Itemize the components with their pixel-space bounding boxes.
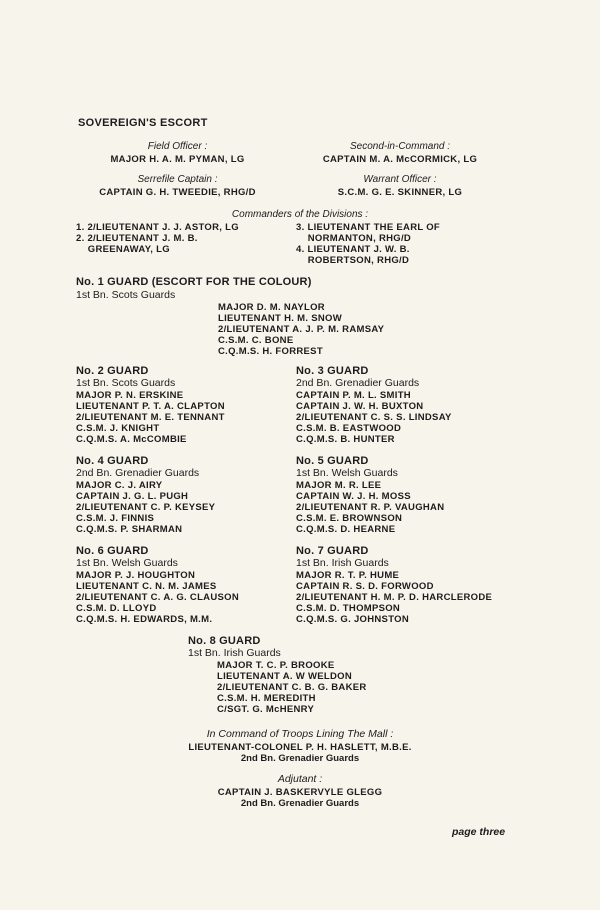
guard-2-title: No. 2 GUARD (76, 365, 149, 377)
guard-5-title: No. 5 GUARD (296, 455, 369, 467)
guard-8-unit: 1st Bn. Irish Guards (188, 647, 281, 659)
serrefile-name: CAPTAIN G. H. TWEEDIE, RHG/D (99, 187, 256, 198)
guard-8-members (217, 660, 367, 715)
guard-member: C.S.M. D. LLOYD (76, 603, 157, 614)
field-officer-label: Field Officer : (147, 141, 208, 152)
field-officer-name: MAJOR H. A. M. PYMAN, LG (110, 154, 245, 165)
adjutant-label: Adjutant : (277, 773, 323, 785)
guard-6-members (76, 570, 239, 625)
guard-member: C.S.M. J. KNIGHT (76, 423, 160, 434)
division-commander: GREENAWAY, LG (76, 244, 170, 255)
guard-member: 2/LIEUTENANT H. M. P. D. HARCLERODE (296, 592, 493, 603)
guard-member: MAJOR C. J. AIRY (76, 480, 163, 491)
guard-member: C.Q.M.S. P. SHARMAN (76, 524, 183, 535)
divisions-right (296, 222, 440, 266)
guard-member: CAPTAIN R. S. D. FORWOOD (296, 581, 434, 592)
guard-member: LIEUTENANT H. M. SNOW (218, 313, 342, 324)
guard-member: CAPTAIN P. M. L. SMITH (296, 390, 411, 401)
division-commander: 1. 2/LIEUTENANT J. J. ASTOR, LG (76, 222, 239, 233)
guard-member: C.S.M. J. FINNIS (76, 513, 155, 524)
guard-member: MAJOR P. J. HOUGHTON (76, 570, 196, 581)
commanders-label: Commanders of the Divisions : (231, 209, 369, 220)
guard-member: LIEUTENANT P. T. A. CLAPTON (76, 401, 225, 412)
guard-member: 2/LIEUTENANT A. J. P. M. RAMSAY (218, 324, 385, 335)
guard-member: C/SGT. G. McHENRY (217, 704, 315, 715)
second-in-command-name: CAPTAIN M. A. McCORMICK, LG (322, 154, 478, 165)
second-in-command-label: Second-in-Command : (349, 141, 451, 152)
guard-member: C.S.M. D. THOMPSON (296, 603, 401, 614)
page-number: page three (452, 826, 506, 838)
guard-member: MAJOR D. M. NAYLOR (218, 302, 325, 313)
guard-7-title: No. 7 GUARD (296, 545, 369, 557)
guard-3-members (296, 390, 452, 445)
division-commander: ROBERTSON, RHG/D (296, 255, 410, 266)
guard-member: C.Q.M.S. H. EDWARDS, M.M. (76, 614, 213, 625)
guard-2-unit: 1st Bn. Scots Guards (76, 377, 176, 389)
division-commander: 3. LIEUTENANT THE EARL OF (296, 222, 441, 233)
guard-5-unit: 1st Bn. Welsh Guards (296, 467, 398, 479)
guard-6-unit: 1st Bn. Welsh Guards (76, 557, 178, 569)
guard-member: 2/LIEUTENANT C. S. S. LINDSAY (296, 412, 452, 423)
guard-8-title: No. 8 GUARD (188, 635, 261, 647)
guard-member: C.S.M. B. EASTWOOD (296, 423, 402, 434)
guard-1-members (218, 302, 384, 357)
guard-5-members (296, 480, 444, 535)
guard-3-unit: 2nd Bn. Grenadier Guards (296, 377, 420, 389)
guard-member: C.S.M. C. BONE (218, 335, 294, 346)
guard-member: MAJOR M. R. LEE (296, 480, 382, 491)
escort-heading: SOVEREIGN'S ESCORT (78, 117, 208, 129)
guard-member: MAJOR T. C. P. BROOKE (217, 660, 335, 671)
troops-command-unit: 2nd Bn. Grenadier Guards (240, 753, 360, 764)
guard-member: CAPTAIN W. J. H. MOSS (296, 491, 411, 502)
guard-member: CAPTAIN J. G. L. PUGH (76, 491, 189, 502)
guard-member: C.S.M. H. MEREDITH (217, 693, 316, 704)
guard-member: LIEUTENANT A. W WELDON (217, 671, 353, 682)
division-commander: NORMANTON, RHG/D (296, 233, 412, 244)
warrant-officer-label: Warrant Officer : (363, 174, 437, 185)
guard-member: C.Q.M.S. D. HEARNE (296, 524, 396, 535)
guard-6-title: No. 6 GUARD (76, 545, 149, 557)
guard-member: C.Q.M.S. H. FORREST (218, 346, 323, 357)
division-commander: 2. 2/LIEUTENANT J. M. B. (76, 233, 198, 244)
troops-command-label: In Command of Troops Lining The Mall : (206, 728, 394, 740)
guard-member: 2/LIEUTENANT C. B. G. BAKER (217, 682, 367, 693)
guard-member: C.Q.M.S. B. HUNTER (296, 434, 395, 445)
guard-member: C.Q.M.S. G. JOHNSTON (296, 614, 409, 625)
division-commander: 4. LIEUTENANT J. W. B. (296, 244, 410, 255)
guard-member: LIEUTENANT C. N. M. JAMES (76, 581, 217, 592)
guard-4-title: No. 4 GUARD (76, 455, 149, 467)
divisions-left (76, 222, 239, 255)
guard-member: C.S.M. E. BROWNSON (296, 513, 403, 524)
adjutant-name: CAPTAIN J. BASKERVYLE GLEGG (217, 787, 383, 798)
guard-7-members (296, 570, 492, 625)
guard-member: MAJOR R. T. P. HUME (296, 570, 400, 581)
guard-2-members (76, 390, 225, 445)
guard-4-members (76, 480, 215, 535)
guard-member: 2/LIEUTENANT C. A. G. CLAUSON (76, 592, 239, 603)
guard-member: MAJOR P. N. ERSKINE (76, 390, 184, 401)
guard-4-unit: 2nd Bn. Grenadier Guards (76, 467, 200, 479)
warrant-officer-name: S.C.M. G. E. SKINNER, LG (337, 187, 463, 198)
guard-7-unit: 1st Bn. Irish Guards (296, 557, 389, 569)
adjutant-unit: 2nd Bn. Grenadier Guards (240, 798, 360, 809)
guard-member: CAPTAIN J. W. H. BUXTON (296, 401, 424, 412)
guard-member: C.Q.M.S. A. McCOMBIE (76, 434, 187, 445)
guard-member: 2/LIEUTENANT R. P. VAUGHAN (296, 502, 445, 513)
troops-command-name: LIEUTENANT-COLONEL P. H. HASLETT, M.B.E. (188, 742, 412, 753)
serrefile-label: Serrefile Captain : (137, 174, 218, 185)
guard-1-unit: 1st Bn. Scots Guards (76, 289, 176, 301)
guard-member: 2/LIEUTENANT C. P. KEYSEY (76, 502, 216, 513)
guard-member: 2/LIEUTENANT M. E. TENNANT (76, 412, 225, 423)
guard-1-title: No. 1 GUARD (ESCORT FOR THE COLOUR) (76, 276, 312, 288)
guard-3-title: No. 3 GUARD (296, 365, 369, 377)
